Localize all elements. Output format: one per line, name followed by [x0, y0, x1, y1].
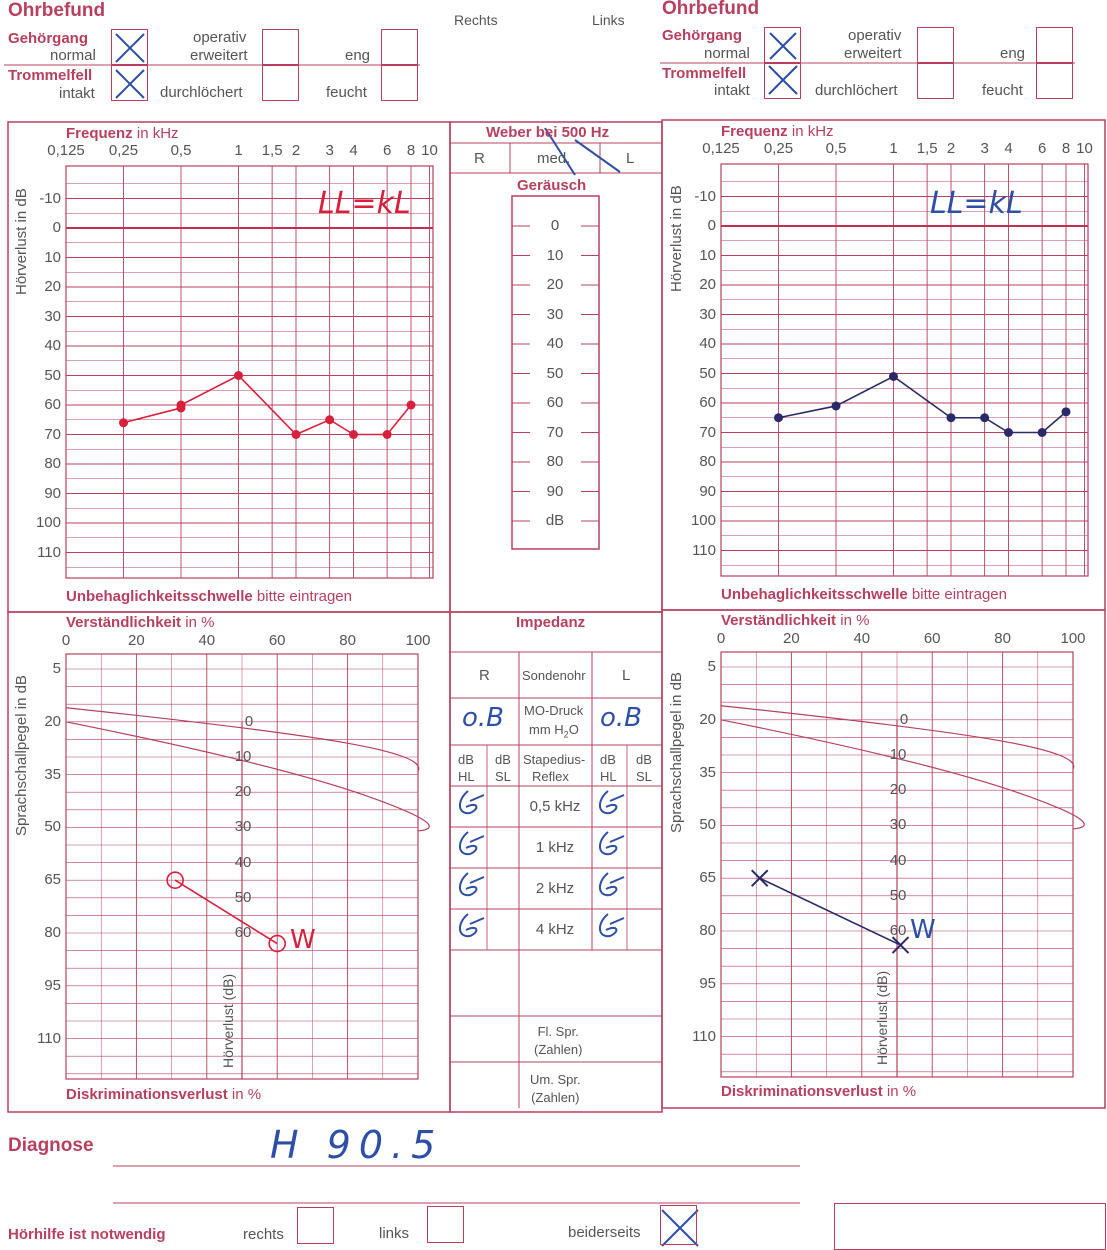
tone-point-right — [325, 415, 334, 424]
geraeusch-scale-label: 0 — [550, 217, 560, 234]
tone-point-left — [947, 413, 956, 422]
speech-hv-tick: 50 — [234, 888, 252, 906]
speech-series-line-left — [760, 878, 901, 945]
tone-point-left — [889, 372, 898, 381]
hoerhilfe-rechts-label: rechts — [243, 1226, 284, 1243]
tone-freq-tick: 8 — [406, 142, 416, 159]
tone-freq-tick: 1 — [889, 140, 898, 157]
tone-point-left — [832, 401, 841, 410]
geraeusch-scale-label: 80 — [546, 453, 564, 470]
signature-box[interactable] — [834, 1203, 1106, 1250]
speech-ylabel-left: Sprachschallpegel in dB — [668, 672, 685, 833]
imp-db-sl-l: dB SL — [636, 752, 652, 784]
tone-ylabel-right: Hörverlust in dB — [13, 188, 30, 295]
hv-label-left: Hörverlust (dB) — [874, 970, 890, 1065]
speech-hv-tick: 0 — [244, 712, 254, 730]
geraeusch-scale-label: 10 — [546, 246, 564, 264]
tone-series-line-left — [779, 376, 1067, 432]
operativ-label-left: operativ — [848, 27, 902, 44]
tone-freq-tick: 0,25 — [763, 140, 794, 157]
operativ-label: operativ — [193, 29, 247, 46]
trommelfell-label-left: Trommelfell — [662, 65, 747, 82]
tone-freq-tick: 6 — [382, 142, 392, 159]
intakt-label: intakt — [59, 85, 95, 102]
geraeusch-scale-label: 30 — [546, 305, 564, 323]
gehoergang-label-left: Gehörgang — [662, 27, 743, 44]
weber-r: R — [474, 150, 485, 167]
speech-hv-tick: 40 — [234, 853, 252, 871]
tone-db-tick: 0 — [52, 219, 61, 236]
speech-pct-tick: 60 — [923, 630, 941, 647]
eng-label-left: eng — [1000, 45, 1026, 62]
imp-freq-label: 2 kHz — [535, 880, 575, 897]
speech-pct-tick: 20 — [783, 630, 800, 647]
imp-db-hl-r: dB HL — [458, 752, 475, 784]
speech-pct-tick: 20 — [128, 632, 145, 649]
tone-db-tick: 100 — [690, 512, 716, 529]
disk-label-right: Diskriminationsverlust in % — [66, 1086, 262, 1103]
geraeusch-scale-label: 20 — [546, 276, 564, 293]
tone-point-right — [349, 430, 358, 439]
tone-freq-tick: 1,5 — [916, 140, 938, 157]
impedanz-title: Impedanz — [516, 614, 586, 631]
tone-freq-tick: 10 — [421, 142, 438, 159]
speech-curve-words — [66, 722, 429, 831]
tone-point-right — [292, 430, 301, 439]
diagnose-label: Diagnose — [8, 1135, 94, 1156]
speech-db-tick: 5 — [52, 660, 61, 677]
gehoergang-label: Gehörgang — [8, 30, 89, 47]
erweitert-label-left: erweitert — [844, 45, 902, 62]
hoerhilfe-rechts-checkbox[interactable] — [297, 1207, 334, 1244]
imp-db-sl-r: dB SL — [495, 752, 511, 784]
speech-pct-tick: 100 — [405, 632, 431, 649]
speech-hv-tick: 40 — [889, 851, 907, 869]
tone-freq-title-left: Frequenz in kHz — [721, 123, 834, 140]
weber-med-cross — [575, 140, 620, 172]
speech-db-tick: 80 — [699, 922, 716, 939]
speech-db-tick: 110 — [692, 1027, 716, 1045]
tone-point-right — [407, 401, 416, 410]
tone-freq-tick: 1,5 — [261, 142, 283, 159]
tone-db-tick: 30 — [699, 305, 716, 323]
geraeusch-scale-label: 60 — [546, 394, 564, 411]
tone-db-tick: 0 — [707, 217, 716, 234]
rechts-header-label: Rechts — [454, 12, 498, 28]
tone-point-right — [119, 418, 128, 427]
reflex-mark-right — [460, 914, 484, 936]
speech-curve-words — [721, 720, 1084, 829]
speech-db-tick: 65 — [699, 869, 716, 887]
tone-freq-tick: 4 — [349, 142, 358, 159]
tone-db-tick: -10 — [39, 189, 61, 207]
speech-pct-tick: 100 — [1060, 630, 1086, 647]
tone-freq-tick: 3 — [325, 142, 334, 159]
tone-freq-tick: 2 — [291, 142, 301, 159]
speech-hv-tick: 60 — [234, 924, 252, 941]
tone-panel-left — [662, 120, 1105, 610]
erweitert-label: erweitert — [190, 47, 248, 64]
tone-point-right — [383, 430, 392, 439]
speech-db-tick: 65 — [44, 871, 61, 889]
tone-point-right — [177, 401, 186, 410]
tone-db-tick: 10 — [699, 246, 716, 264]
ohrbefund-left-title: Ohrbefund — [662, 0, 760, 19]
tone-point-left — [980, 413, 989, 422]
speech-db-tick: 5 — [707, 658, 716, 675]
tone-db-tick: -10 — [694, 187, 716, 205]
tone-db-tick: 70 — [699, 423, 716, 441]
hoerhilfe-links-label: links — [379, 1225, 410, 1242]
uncomfort-label-left: Unbehaglichkeitsschwelle bitte eintragen — [721, 586, 1007, 603]
speech-ylabel-right: Sprachschallpegel in dB — [13, 675, 30, 836]
tone-db-tick: 80 — [44, 455, 61, 472]
tone-freq-tick: 0,5 — [825, 140, 847, 157]
hv-label-right: Hörverlust (dB) — [220, 973, 236, 1068]
imp-freq-label: 4 kHz — [535, 921, 575, 938]
imp-l-value: o.B — [600, 703, 643, 733]
feucht-label: feucht — [326, 84, 367, 101]
diagnose-value[interactable]: H 90.5 — [270, 1123, 444, 1167]
left-handwritten-note: LL=kL — [930, 186, 1023, 221]
speech-db-tick: 35 — [44, 765, 61, 783]
hoerhilfe-label: Hörhilfe ist notwendig — [8, 1226, 166, 1243]
speech-pct-tick: 60 — [268, 632, 286, 649]
disk-label-left: Diskriminationsverlust in % — [721, 1083, 917, 1100]
hoerhilfe-beiderseits-label: beiderseits — [568, 1224, 641, 1241]
speech-db-tick: 110 — [37, 1029, 61, 1047]
speech-pct-tick: 40 — [198, 632, 216, 649]
speech-db-tick: 80 — [44, 924, 61, 941]
speech-db-tick: 95 — [44, 976, 61, 994]
weber-title: Weber bei 500 Hz — [486, 124, 610, 141]
durchloechert-label: durchlöchert — [160, 84, 243, 101]
tone-db-tick: 110 — [37, 543, 61, 561]
tone-db-tick: 60 — [44, 396, 61, 413]
tone-db-tick: 70 — [44, 425, 61, 443]
tone-db-tick: 20 — [44, 278, 61, 295]
geraeusch-scale-label: 50 — [546, 364, 564, 382]
speech-hv-tick: 50 — [889, 886, 907, 904]
tone-point-left — [1038, 428, 1047, 437]
tone-freq-title-right: Frequenz in kHz — [66, 125, 179, 142]
tone-freq-tick: 0,125 — [702, 140, 740, 157]
geraeusch-label: Geräusch — [517, 177, 587, 194]
imp-freq-label: 1 kHz — [535, 839, 575, 856]
imp-fl-spr: Fl. Spr. (Zahlen) — [534, 1024, 583, 1057]
reflex-mark-left — [600, 791, 624, 813]
tone-db-tick: 90 — [699, 482, 716, 500]
speech-db-tick: 50 — [699, 816, 716, 834]
tone-freq-tick: 2 — [946, 140, 956, 157]
trommelfell-label: Trommelfell — [8, 67, 93, 84]
tone-freq-tick: 0,25 — [108, 142, 139, 159]
tone-freq-tick: 0,125 — [47, 142, 85, 159]
weber-med: med. — [537, 150, 571, 167]
reflex-mark-right — [460, 832, 484, 854]
tone-db-tick: 30 — [44, 307, 61, 325]
speech-hv-tick: 60 — [889, 922, 907, 939]
imp-db-hl-l: dB HL — [600, 752, 617, 784]
right-handwritten-note: LL=kL — [318, 186, 411, 221]
imp-stapedius: Stapedius- Reflex — [523, 752, 586, 784]
tone-db-tick: 40 — [699, 335, 716, 352]
imp-mo-druck: MO-Druck — [524, 703, 584, 718]
intakt-label-left: intakt — [714, 82, 750, 99]
durchloechert-label-left: durchlöchert — [815, 82, 898, 99]
tone-db-tick: 80 — [699, 453, 716, 470]
geraeusch-scale-label: 90 — [546, 482, 564, 500]
weber-l: L — [626, 150, 635, 167]
tone-point-right — [234, 371, 243, 380]
speech-hv-tick: 0 — [899, 710, 909, 728]
tone-db-tick: 90 — [44, 484, 61, 502]
tone-db-tick: 60 — [699, 394, 716, 411]
speech-pct-tick: 80 — [994, 630, 1011, 647]
imp-freq-label: 0,5 kHz — [529, 798, 581, 815]
speech-hv-tick: 10 — [234, 748, 252, 765]
tone-freq-tick: 10 — [1076, 140, 1093, 157]
tone-point-left — [774, 413, 783, 422]
reflex-mark-right — [460, 791, 484, 813]
reflex-mark-left — [600, 914, 624, 936]
speech-series-line-right — [175, 880, 277, 943]
tone-db-tick: 50 — [699, 364, 716, 382]
ohrbefund-right-title: Ohrbefund — [8, 0, 106, 21]
normal-label-left: normal — [704, 45, 750, 62]
imp-r-value: o.B — [462, 703, 505, 733]
tone-freq-tick: 0,5 — [170, 142, 192, 159]
speech-hv-tick: 10 — [889, 746, 907, 763]
geraeusch-scale-label: 40 — [546, 335, 564, 352]
tone-db-tick: 100 — [35, 514, 61, 531]
imp-l: L — [622, 667, 631, 684]
tone-db-tick: 110 — [692, 541, 716, 559]
speech-hv-tick: 30 — [889, 816, 907, 834]
tone-point-left — [1062, 407, 1071, 416]
tone-db-tick: 40 — [44, 337, 61, 354]
geraeusch-scale-label: dB — [545, 512, 565, 529]
uncomfort-label-right: Unbehaglichkeitsschwelle bitte eintragen — [66, 588, 352, 605]
speech-pct-tick: 80 — [339, 632, 356, 649]
imp-mm-h2o: mm $H_2O$ — [529, 722, 579, 740]
geraeusch-scale-label: 70 — [546, 423, 564, 441]
hoerhilfe-links-checkbox[interactable] — [427, 1206, 464, 1243]
eng-label: eng — [345, 47, 371, 64]
feucht-label-left: feucht — [982, 82, 1023, 99]
speech-title-right: Verständlichkeit in % — [66, 614, 215, 631]
speech-pct-tick: 40 — [853, 630, 871, 647]
tone-freq-tick: 6 — [1037, 140, 1047, 157]
tone-point-left — [1004, 428, 1013, 437]
speech-pct-tick: 0 — [716, 630, 726, 647]
tone-freq-tick: 8 — [1061, 140, 1071, 157]
speech-hv-tick: 20 — [234, 783, 252, 801]
tone-db-tick: 50 — [44, 366, 61, 384]
imp-r: R — [479, 667, 490, 684]
hoerhilfe-beiderseits-checkbox[interactable] — [660, 1205, 697, 1245]
speech-title-left: Verständlichkeit in % — [721, 612, 870, 629]
tone-ylabel-left: Hörverlust in dB — [668, 185, 685, 292]
w-mark-left: W — [910, 915, 936, 945]
reflex-mark-right — [460, 873, 484, 895]
imp-sondenohr: Sondenohr — [522, 668, 586, 683]
tone-db-tick: 20 — [699, 276, 716, 293]
reflex-mark-left — [600, 873, 624, 895]
tone-freq-tick: 4 — [1004, 140, 1013, 157]
tone-db-tick: 10 — [44, 248, 61, 266]
w-mark-right: W — [290, 925, 316, 955]
normal-label: normal — [50, 47, 96, 64]
speech-db-tick: 35 — [699, 763, 716, 781]
speech-db-tick: 50 — [44, 818, 61, 836]
reflex-mark-left — [600, 832, 624, 854]
speech-hv-tick: 20 — [889, 781, 907, 799]
imp-um-spr: Um. Spr. (Zahlen) — [530, 1072, 581, 1105]
speech-pct-tick: 0 — [61, 632, 71, 649]
speech-db-tick: 20 — [44, 712, 61, 730]
speech-hv-tick: 30 — [234, 818, 252, 836]
tone-freq-tick: 1 — [234, 142, 243, 159]
tone-freq-tick: 3 — [980, 140, 989, 157]
speech-db-tick: 95 — [699, 974, 716, 992]
links-header-label: Links — [592, 12, 625, 28]
speech-db-tick: 20 — [699, 710, 716, 728]
